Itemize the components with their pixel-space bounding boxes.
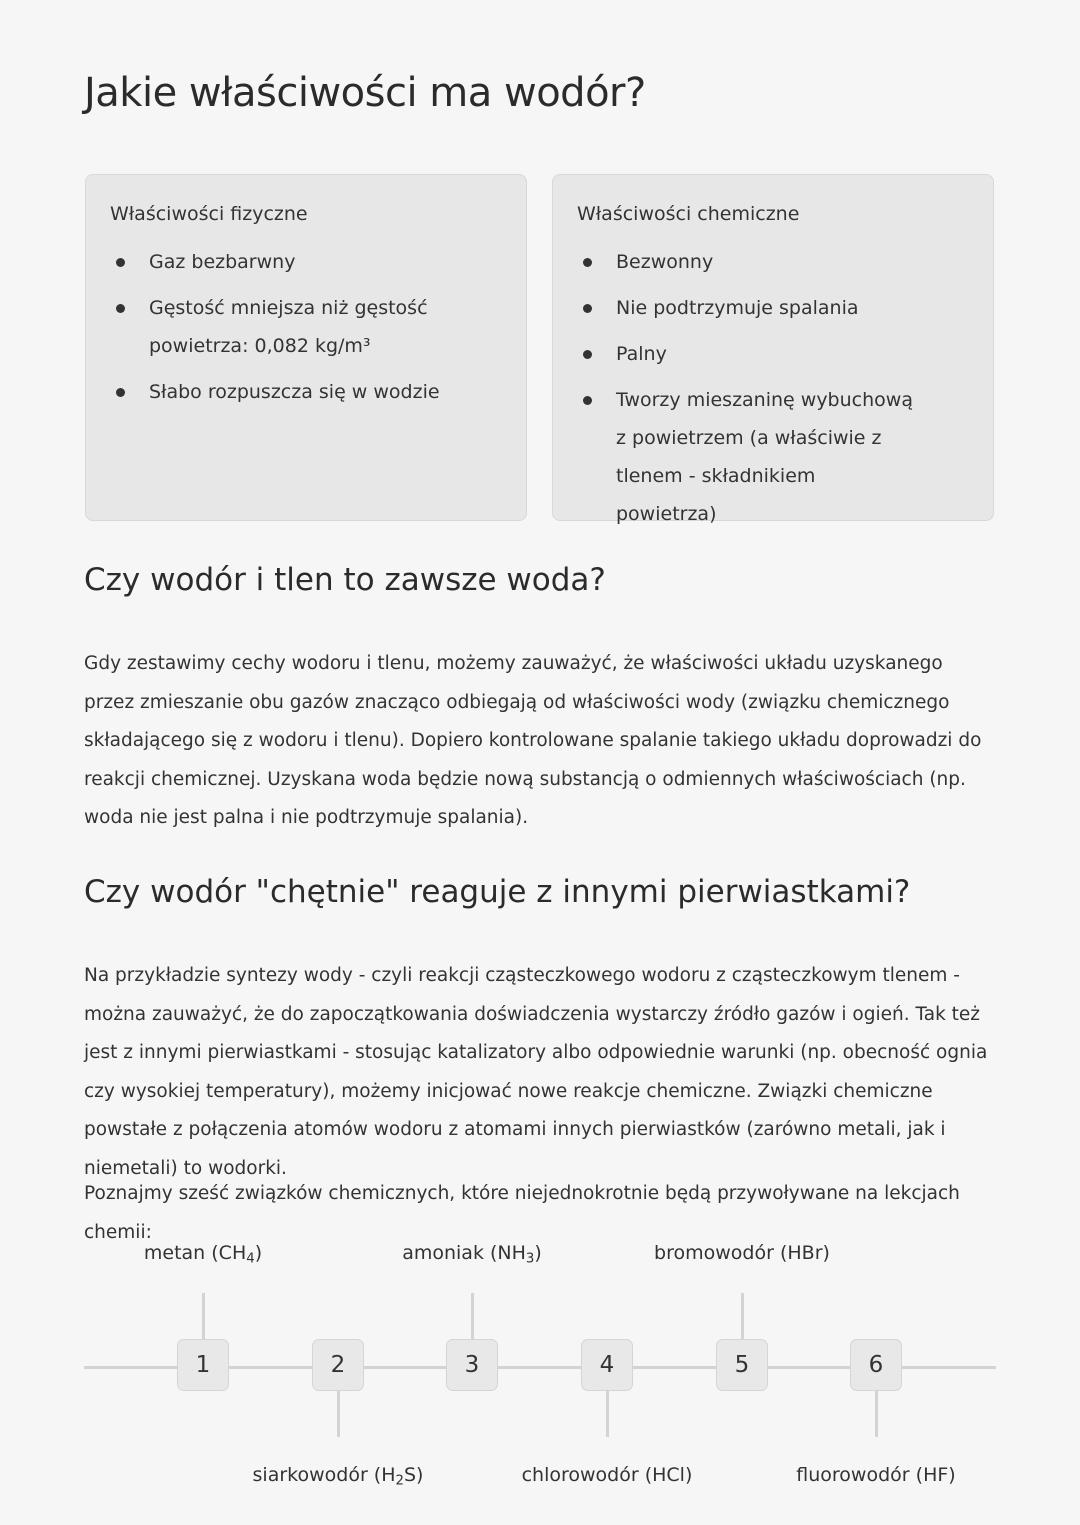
list-item: Tworzy mieszaninę wybuchową z powietrzem (a właściwie z tlenem - składnikiem powietrza)	[577, 381, 969, 533]
timeline-node: 5	[716, 1339, 768, 1391]
bullet-icon	[116, 258, 125, 267]
compounds-timeline	[84, 1230, 996, 1510]
timeline-connector	[202, 1293, 205, 1339]
timeline-label: bromowodór (HBr)	[654, 1242, 830, 1264]
list-item: Słabo rozpuszcza się w wodzie	[110, 373, 502, 411]
list-item: Palny	[577, 335, 969, 373]
card-title: Właściwości chemiczne	[577, 203, 800, 225]
bullet-icon	[116, 388, 125, 397]
list-item: Nie podtrzymuje spalania	[577, 289, 969, 327]
timeline-connector	[471, 1293, 474, 1339]
list-item: Gęstość mniejsza niż gęstość powietrza: 0,082 kg/m³	[110, 289, 502, 365]
bullet-icon	[116, 304, 125, 313]
timeline-label: fluorowodór (HF)	[796, 1464, 956, 1486]
physical-properties-card	[85, 174, 527, 521]
list-item: Gaz bezbarwny	[110, 243, 502, 281]
timeline-node: 4	[581, 1339, 633, 1391]
section-paragraph: Gdy zestawimy cechy wodoru i tlenu, możemy zauważyć, że właściwości układu uzyskanego przez zmieszanie obu gazów znacząco odbiegają od właściwości wody (związku chemicznego składającego się z wodoru i tlenu). Dopiero kontrolowane spalanie takiego układu doprowadzi do reakcji chemicznej. Uzyskana woda będzie nową substancją o odmiennych właściwościach (np. woda nie jest palna i nie podtrzymuje spalania).	[84, 653, 982, 828]
timeline-node: 3	[446, 1339, 498, 1391]
timeline-label: siarkowodór $(H_2S)$	[252, 1464, 424, 1489]
section-intro: Poznajmy sześć związków chemicznych, które niejednokrotnie będą przywoływane na lekcjach chemii:	[84, 1183, 960, 1243]
card-title: Właściwości fizyczne	[110, 203, 308, 225]
page-title: Jakie właściwości ma wodór?	[84, 70, 646, 116]
list-item: Bezwonny	[577, 243, 969, 281]
timeline-connector	[337, 1391, 340, 1437]
timeline-connector	[875, 1391, 878, 1437]
bullet-icon	[583, 396, 592, 405]
bullet-icon	[583, 304, 592, 313]
timeline-node: 2	[312, 1339, 364, 1391]
section-heading: Czy wodór i tlen to zawsze woda?	[84, 562, 606, 598]
timeline-label: metan $(CH_4)$	[143, 1242, 263, 1267]
timeline-node: 6	[850, 1339, 902, 1391]
timeline-connector	[606, 1391, 609, 1437]
timeline-node: 1	[177, 1339, 229, 1391]
timeline-label: amoniak $(NH_3)$	[402, 1242, 542, 1267]
section-paragraph: Na przykładzie syntezy wody - czyli reakcji cząsteczkowego wodoru z cząsteczkowym tlenem - można zauważyć, że do zapoczątkowania doświadczenia wystarczy źródło gazów i ogień. Tak też jest z innymi pierwiastkami - stosując katalizatory albo odpowiednie warunki (np. obecność ognia czy wysokiej temperatury), możemy inicjować nowe reakcje chemiczne. Związki chemiczne powstałe z połączenia atomów wodoru z atomami innych pierwiastków (zarówno metali, jak i niemetali) to wodorki.	[84, 965, 988, 1179]
chemical-properties-card	[552, 174, 994, 525]
timeline-label: chlorowodór (HCl)	[521, 1464, 693, 1486]
properties-list	[110, 243, 502, 411]
section-heading: Czy wodór "chętnie" reaguje z innymi pierwiastkami?	[84, 874, 911, 910]
timeline-connector	[741, 1293, 744, 1339]
properties-list	[577, 243, 969, 533]
bullet-icon	[583, 350, 592, 359]
bullet-icon	[583, 258, 592, 267]
